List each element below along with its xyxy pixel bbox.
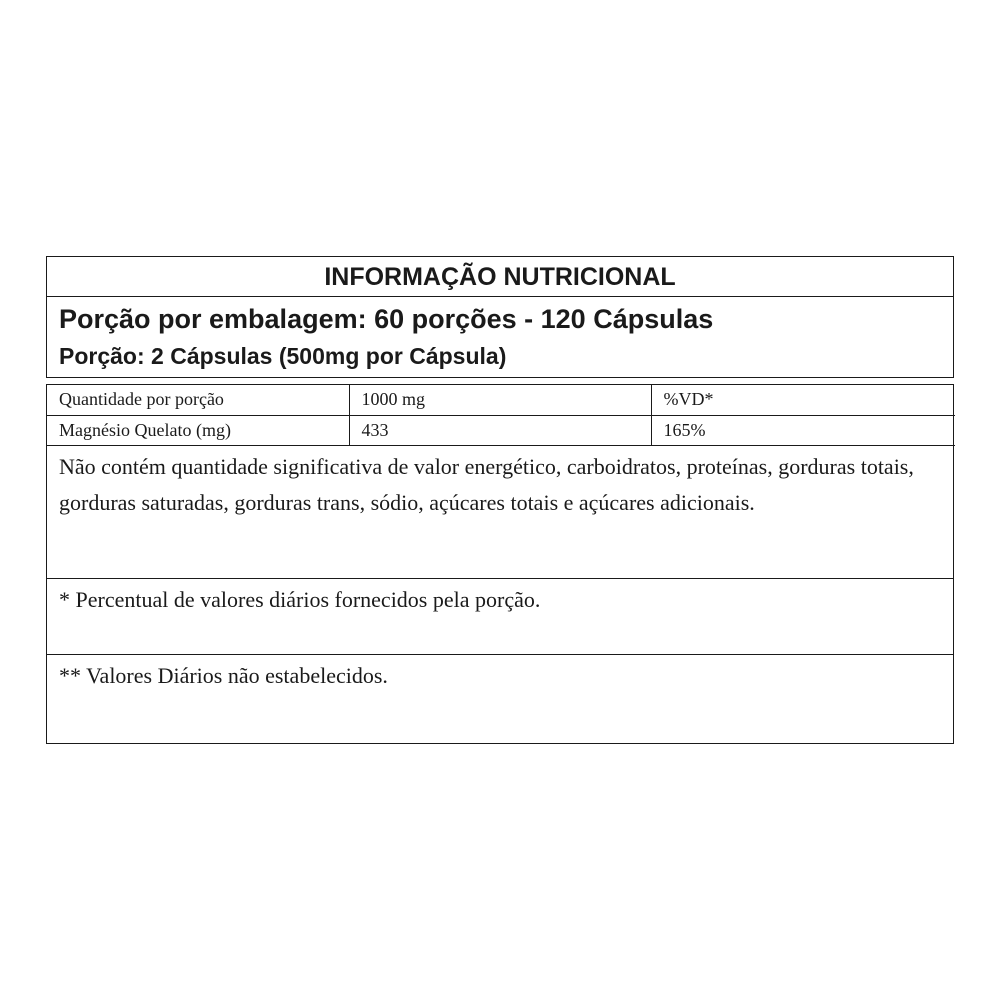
header-amount: 1000 mg [349, 385, 651, 415]
table-row [47, 415, 955, 445]
label-header [46, 256, 954, 378]
dv-footnote: ** Valores Diários não estabelecidos. [59, 662, 388, 688]
nutrient-amount: 433 [349, 415, 651, 445]
nutrient-name: Magnésio Quelato (mg) [47, 415, 349, 445]
label-body [46, 384, 954, 744]
nutrition-label [46, 256, 954, 744]
header-quantity: Quantidade por porção [47, 385, 349, 415]
vd-footnote: * Percentual de valores diários fornecidos pela porção. [47, 579, 953, 655]
not-significant-note: Não contém quantidade significativa de valor energético, carboidratos, proteínas, gorduras totais, gorduras saturadas, gorduras trans, sódio, açúcares totais e açúcares adicionais. [47, 446, 953, 579]
portions-per-package: Porção por embalagem: 60 porções - 120 Cápsulas [59, 304, 714, 334]
portion-size: Porção: 2 Cápsulas (500mg por Cápsula) [59, 343, 507, 369]
label-title: INFORMAÇÃO NUTRICIONAL [47, 257, 953, 297]
nutrient-vd: 165% [651, 415, 955, 445]
header-vd: %VD* [651, 385, 955, 415]
nutrition-table [47, 385, 955, 446]
table-header-row [47, 385, 955, 415]
